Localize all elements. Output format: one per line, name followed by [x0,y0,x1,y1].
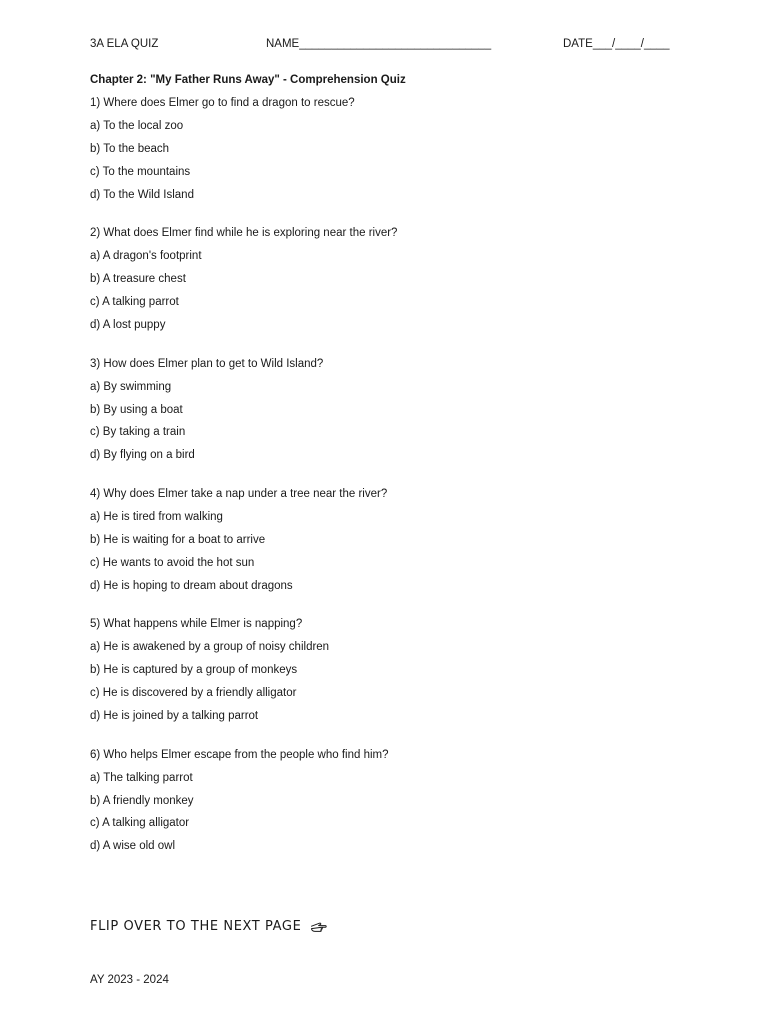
answer-option: d) A lost puppy [90,318,166,331]
answer-option: a) To the local zoo [90,119,184,132]
question-prompt: 5) What happens while Elmer is napping? [90,618,303,631]
pointing-hand-icon [310,920,328,934]
answer-option: d) He is hoping to dream about dragons [90,579,293,592]
answer-option: c) He wants to avoid the hot sun [90,556,255,569]
answer-option: a) The talking parrot [90,771,193,784]
academic-year: AY 2023 - 2024 [90,974,169,986]
question-prompt: 1) Where does Elmer go to find a dragon to rescue? [90,97,355,109]
question-list [90,95,690,877]
question-6 [90,747,690,855]
answer-option: a) He is awakened by a group of noisy children [90,641,330,654]
answer-option: c) By taking a train [90,426,186,439]
answer-option: d) He is joined by a talking parrot [90,710,259,722]
answer-option: c) He is discovered by a friendly alligator [90,687,297,700]
answer-option: d) By flying on a bird [90,449,195,462]
answer-option: b) By using a boat [90,403,183,416]
answer-option: c) To the mountains [90,165,191,178]
answer-option: d) A wise old owl [90,840,176,853]
question-1 [90,95,690,203]
question-3 [90,356,690,464]
answer-option: b) He is waiting for a boat to arrive [90,533,266,546]
date-field-label: DATE___/____/____ [563,38,670,50]
question-2 [90,225,690,333]
question-prompt: 6) Who helps Elmer escape from the people who find him? [90,748,389,761]
question-5 [90,616,690,724]
name-field-label: NAME______________________________ [266,38,492,50]
answer-option: b) A treasure chest [90,273,186,286]
answer-option: a) He is tired from walking [90,510,223,523]
question-prompt: 2) What does Elmer find while he is exploring near the river? [90,227,398,240]
question-4 [90,486,690,594]
page-header [90,36,690,52]
flip-over-note [90,918,328,936]
answer-option: b) He is captured by a group of monkeys [90,664,298,677]
answer-option: c) A talking parrot [90,296,179,309]
question-prompt: 4) Why does Elmer take a nap under a tree near the river? [90,488,388,501]
answer-option: d) To the Wild Island [90,188,194,201]
question-prompt: 3) How does Elmer plan to get to Wild Island? [90,357,324,370]
answer-option: a) A dragon's footprint [90,250,202,263]
quiz-title: Chapter 2: "My Father Runs Away" - Comprehension Quiz [90,74,406,86]
answer-option: a) By swimming [90,380,172,393]
flip-over-text: FLIP OVER TO THE NEXT PAGE [90,919,302,934]
answer-option: b) To the beach [90,142,170,155]
answer-option: b) A friendly monkey [90,794,194,807]
quiz-label: 3A ELA QUIZ [90,38,159,50]
answer-option: c) A talking alligator [90,817,190,830]
